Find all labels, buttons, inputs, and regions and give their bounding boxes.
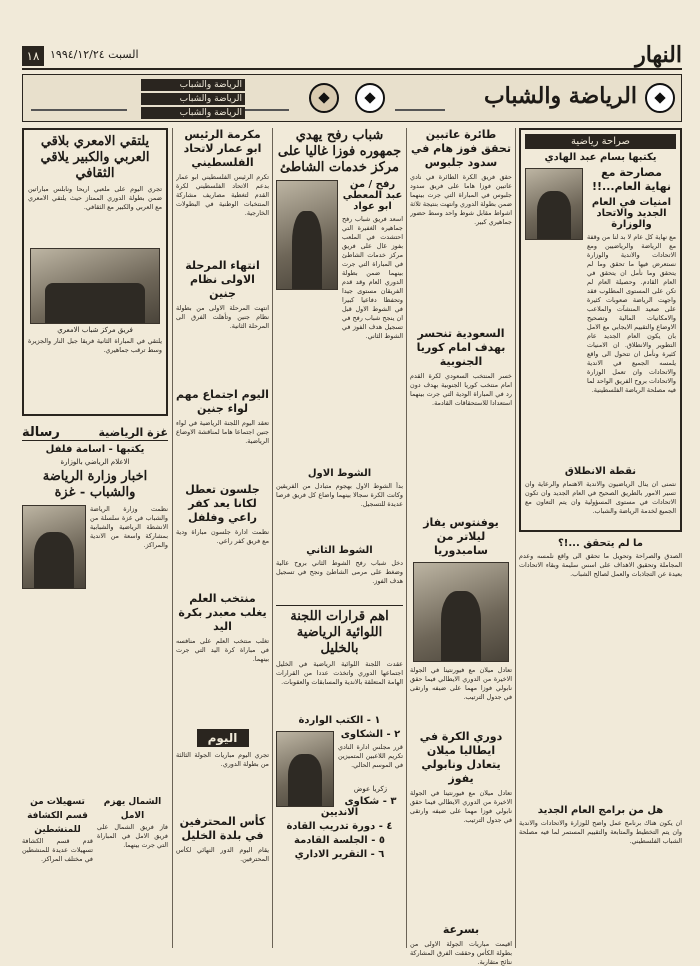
columnist-photo xyxy=(22,505,86,589)
player-photo xyxy=(276,180,338,290)
article-headline: الشمال يهزم الامل xyxy=(103,797,162,821)
column-rule xyxy=(515,128,516,948)
column-rule xyxy=(406,128,407,948)
banner-label: الرياضة والشباب xyxy=(141,93,245,105)
hebron-item: ٤ - دورة تدريب القادة xyxy=(286,821,393,832)
article-headline: السعودية تنحسر بهدف امام كوريا الجنوبية xyxy=(416,327,506,368)
football-icon xyxy=(645,83,675,113)
banner-label: الرياضة والشباب xyxy=(141,107,245,119)
author-photo xyxy=(525,168,583,240)
hebron-item: ٢ - الشكاوى xyxy=(340,729,401,740)
brief xyxy=(97,795,168,901)
editorial-subhead: نقطة الانطلاق xyxy=(564,466,637,477)
article-body: تجري اليوم مباريات الجولة الثالثة من بطولة الدوري. xyxy=(176,751,269,768)
byline: يكتبها - اسامة فلفل xyxy=(45,444,145,455)
gaza-headline: اخبار وزارة الرياضة والشباب - غزة xyxy=(42,469,148,500)
team-photo-caption: فريق مركز شباب الامعري xyxy=(57,326,133,334)
column-news-briefs xyxy=(410,128,512,966)
article-body: اقيمت مباريات الجولة الاولى من بطولة الكأس وحققت الفرق المشاركة نتائج متقاربة. xyxy=(410,940,512,966)
editorial-body-2: نتمنى ان ينال الرياضيون والاندية الاهتمام والرعاية وان تسير الامور بالطريق الصحيح في العام الجديد وان تكون الاتحادات في مستوى المسؤولية وان يتم التعاون مع الجميع لخدمة الرياضة والشباب. xyxy=(525,480,676,515)
team-photo xyxy=(30,248,160,324)
football-icon xyxy=(355,83,385,113)
column-short-news xyxy=(176,128,269,906)
column-main-story xyxy=(276,128,403,863)
article-headline: منتخب العلم يغلب معبدر بكرة اليد xyxy=(178,592,267,633)
editorial-box xyxy=(519,128,682,532)
main-subhead: الشوط الاول xyxy=(307,468,372,479)
hebron-item: ٣ - شكاوى الانديين xyxy=(320,796,397,818)
brief xyxy=(22,795,93,901)
hebron-body: عقدت اللجنة اللوائية الرياضية في الخليل اجتماعها الدوري واتخذت عددا من القرارات الهامة المتعلقة بالاندية والمسابقات والعقوبات. xyxy=(276,660,403,686)
hebron-item-body: قرر مجلس ادارة النادي تكريم اللاعبين المتميزين في الموسم الحالي. xyxy=(338,743,403,769)
banner-labels xyxy=(141,79,245,121)
byline-sub: الاعلام الرياضي بالوزارة xyxy=(60,458,130,466)
cyclist-icon xyxy=(395,89,445,111)
article-body: خسر المنتخب السعودي لكرة القدم امام منتخب كوريا الجنوبية بهدف دون رد في المباراة الودية التي جرت بينهما استعدادا للاستحقاقات القادمة. xyxy=(410,372,512,407)
main-headline: شباب رفح يهدي جمهوره فوزا غاليا على مركز خدمات الشاطئ xyxy=(277,128,402,175)
basketball-icon xyxy=(309,83,339,113)
top-strip xyxy=(22,44,682,70)
masthead: النهار xyxy=(635,42,682,68)
editorial-body-4: ان يكون هناك برنامج عمل واضح للوزارة والاتحادات والاندية وان يتم التخطيط والمتابعة والتقييم المستمر لما فيه مصلحة الشباب الفلسطيني. xyxy=(519,819,682,845)
sports-banner xyxy=(22,74,682,122)
risala-label: رسالة xyxy=(22,425,60,440)
article-headline: بسرعة xyxy=(442,923,480,936)
article-body: تكرم الرئيس الفلسطيني ابو عمار بدعم الاتحاد الفلسطيني لكرة القدم لتغطية مصاريف مشاركة المنتخبات الوطنية في البطولات الخارجية. xyxy=(176,173,269,217)
article-body: يقام اليوم الدور النهائي لكأس المحترفين. xyxy=(176,846,269,863)
article-headline: يوفنتوس يفاز ليلاتر من سامبدوريا xyxy=(423,516,499,557)
main-body-3: دخل شباب رفح الشوط الثاني بروح عالية وضغط على مرمى الشاطئ ونجح في تسجيل هدف الفوز. xyxy=(276,559,403,585)
editorial-body-3: الصدق والصراحة وتحويل ما تحقق الى واقع نلمسه وعدم المجاملة وتحقيق الاهداف على اسس سليمة وبقاء الاتحادات بعيدة عن التجاذبات والعمل لصالح الشباب. xyxy=(519,552,682,578)
article-headline: انتهاء المرحلة الاولى نظام جنين xyxy=(185,259,260,300)
column-league xyxy=(22,128,168,901)
article-body: قدم قسم الكشافة تسهيلات عديدة للمنشطين في مختلف المراكز. xyxy=(22,837,93,863)
article-headline: تسهيلات من قسم الكشافة للمنشطين xyxy=(27,797,88,835)
article-body: فاز فريق الشمال على فريق الامل في المباراة التي جرت بينهما. xyxy=(97,823,168,849)
article-headline: اليوم اجتماع مهم لواء جنين xyxy=(176,388,269,415)
league-headline: يلتقي الامعري بلاقي العربي والكبير يلاقي الثقافي xyxy=(40,134,150,181)
editorial-headline: مصارحة مع نهاية العام...!! xyxy=(591,166,672,193)
article-headline: جلسون تعطل لكانا يعد كفر راعي وفلفل xyxy=(185,483,260,524)
main-byline: رفح / من عبد المعطي ابو عواد xyxy=(342,179,403,212)
league-body: تجري اليوم على ملعبي اريحا ونابلس مباراتين ضمن بطولة الدوري الممتاز حيث يلتقي الامعري مع العربي والكبير مع الثقافي. xyxy=(28,185,162,211)
official-portrait xyxy=(276,731,334,807)
page-number: ١٨ xyxy=(22,46,44,66)
article-headline: دوري الكرة في ايطاليا ميلان يتعادل ونابولي يفوز xyxy=(419,730,503,785)
today-label: اليوم xyxy=(197,729,249,747)
article-headline: مكرمة الرئيس ابو عمار لاتحاد الفلسطيني xyxy=(183,128,262,169)
portrait-caption: زكريا عوض xyxy=(353,785,388,793)
article-body: تعادل ميلان مع فيورنتينا في الجولة الاخيرة من الدوري الايطالي فيما حقق نابولي فوزا مهما على ضيفه وارتقى في جدول الترتيب. xyxy=(410,666,512,701)
column-header xyxy=(22,426,168,441)
article-body: تعقد اليوم اللجنة الرياضية في لواء جنين اجتماعا هاما لمناقشة الاوضاع الرياضية. xyxy=(176,419,269,445)
article-photo xyxy=(413,562,509,662)
editorial-box-title: صراحة رياضية xyxy=(525,134,676,149)
article-body: تغلب منتخب العلم على منافسه في مباراة كرة اليد التي جرت بينهما. xyxy=(176,637,269,663)
league-box xyxy=(22,128,168,416)
editorial-body: مع نهاية كل عام لا بد لنا من وقفة مع الرياضة والرياضيين ومع الاتحادات والاندية والوزارة نستعرض فيها ما تحقق وما لم يتحقق وما نأمل ان يتحقق في العام القادم. وحصيلة العام لم تكن على المستوى المطلوب فقد واجهت الرياضة صعوبات كثيرة على صعيد المنشآت والملاعب والامكانيات المالية وتصحيح الاوضاع والتقييم الايجابي مع الامل بان يكون العام الجديد عام التطوير والانطلاق. ان الامنيات كثيرة ونأمل ان تتحول الى واقع يلمسه الجميع في الاندية والاتحادات وان تعمل الوزارة والاتحادات بروح الفريق الواحد لما فيه مصلحة الرياضة الفلسطينية. xyxy=(587,233,676,394)
editorial-byline: يكتبها بسام عبد الهادي xyxy=(544,152,657,163)
main-body-2: بدأ الشوط الاول بهجوم متبادل من الفريقين وكانت الكرة سجالا بينهما واضاع كل فريق فرصا عديدة للتسجيل. xyxy=(276,482,403,508)
article-headline: كأس المحترفين في بلدة الخليل xyxy=(179,815,266,842)
section-title: الرياضة والشباب xyxy=(483,83,637,109)
article-body: حقق فريق الكرة الطائرة في نادي عاتبين فوزا هاما على فريق سدود جلبوس في المباراة التي جرت بينهما ضمن بطولة الدوري وانتهت بنتيجة ثلاثة اشواط مقابل شوط واحد وسط حضور جماهيري كبير. xyxy=(410,173,512,226)
article-headline: طائرة عاتبين تحقق فوز هام في سدود جلبوس xyxy=(411,128,511,169)
banner-label: الرياضة والشباب xyxy=(141,79,245,91)
editorial-lead: امنيات في العام الجديد والاتحاد والوزارة xyxy=(591,197,672,230)
league-body-2: يلتقي في المباراة الثانية فريقا جبل النار والجزيرة وسط ترقب جماهيري. xyxy=(28,337,162,354)
editorial-subhead-4: هل من برامج العام الجديد xyxy=(537,805,664,816)
article-body: انتهت المرحلة الاولى من بطولة نظام جنين وتأهلت الفرق الى المرحلة الثانية. xyxy=(176,304,269,330)
column-rule xyxy=(172,128,173,948)
column-rule xyxy=(272,128,273,948)
hebron-item: ١ - الكتب الواردة xyxy=(298,715,381,726)
gaza-body: نظمت وزارة الرياضة والشباب في غزة سلسلة من الانشطة الرياضية والشبابية بمشاركة واسعة من الاندية والمراكز. xyxy=(90,505,168,549)
hebron-headline: اهم قرارات اللجنة اللوائية الرياضية بالخليل xyxy=(276,605,403,657)
article-body: نظمت ادارة جلسون مباراة ودية مع فريق كفر راعي. xyxy=(176,528,269,545)
main-subhead-2: الشوط الثاني xyxy=(306,545,373,556)
editorial-subhead-3: ما لم يتحقق ...!؟ xyxy=(558,538,643,549)
athletes-icon xyxy=(31,89,127,111)
article-body: تعادل ميلان مع فيورنتينا في الجولة الاخيرة من الدوري الايطالي فيما حقق نابولي فوزا مهما على ضيفه وارتقى في جدول الترتيب. xyxy=(410,789,512,824)
main-body: اسعد فريق شباب رفح جماهيره الغفيرة التي احتشدت في الملعب بفوز غال على فريق مركز خدمات الشاطئ في المباراة التي جرت بينهما ضمن بطولة الدوري العام وقد قدم الفريقان مستوى جيدا وتحفظا دفاعيا كبيرا في الشوط الاول قبل ان ينجح شباب رفح في تسجيل هدف الفوز في الشوط الثاني. xyxy=(342,215,403,340)
issue-date: السبت ١٩٩٤/١٢/٢٤ xyxy=(50,48,139,61)
hebron-item: ٦ - التقرير الاداري xyxy=(294,849,385,860)
hebron-item: ٥ - الجلسة القادمة xyxy=(294,835,385,846)
column-editorial xyxy=(519,128,682,939)
bottom-briefs xyxy=(22,795,168,901)
gaza-label: غزة الرياضية xyxy=(98,426,168,439)
